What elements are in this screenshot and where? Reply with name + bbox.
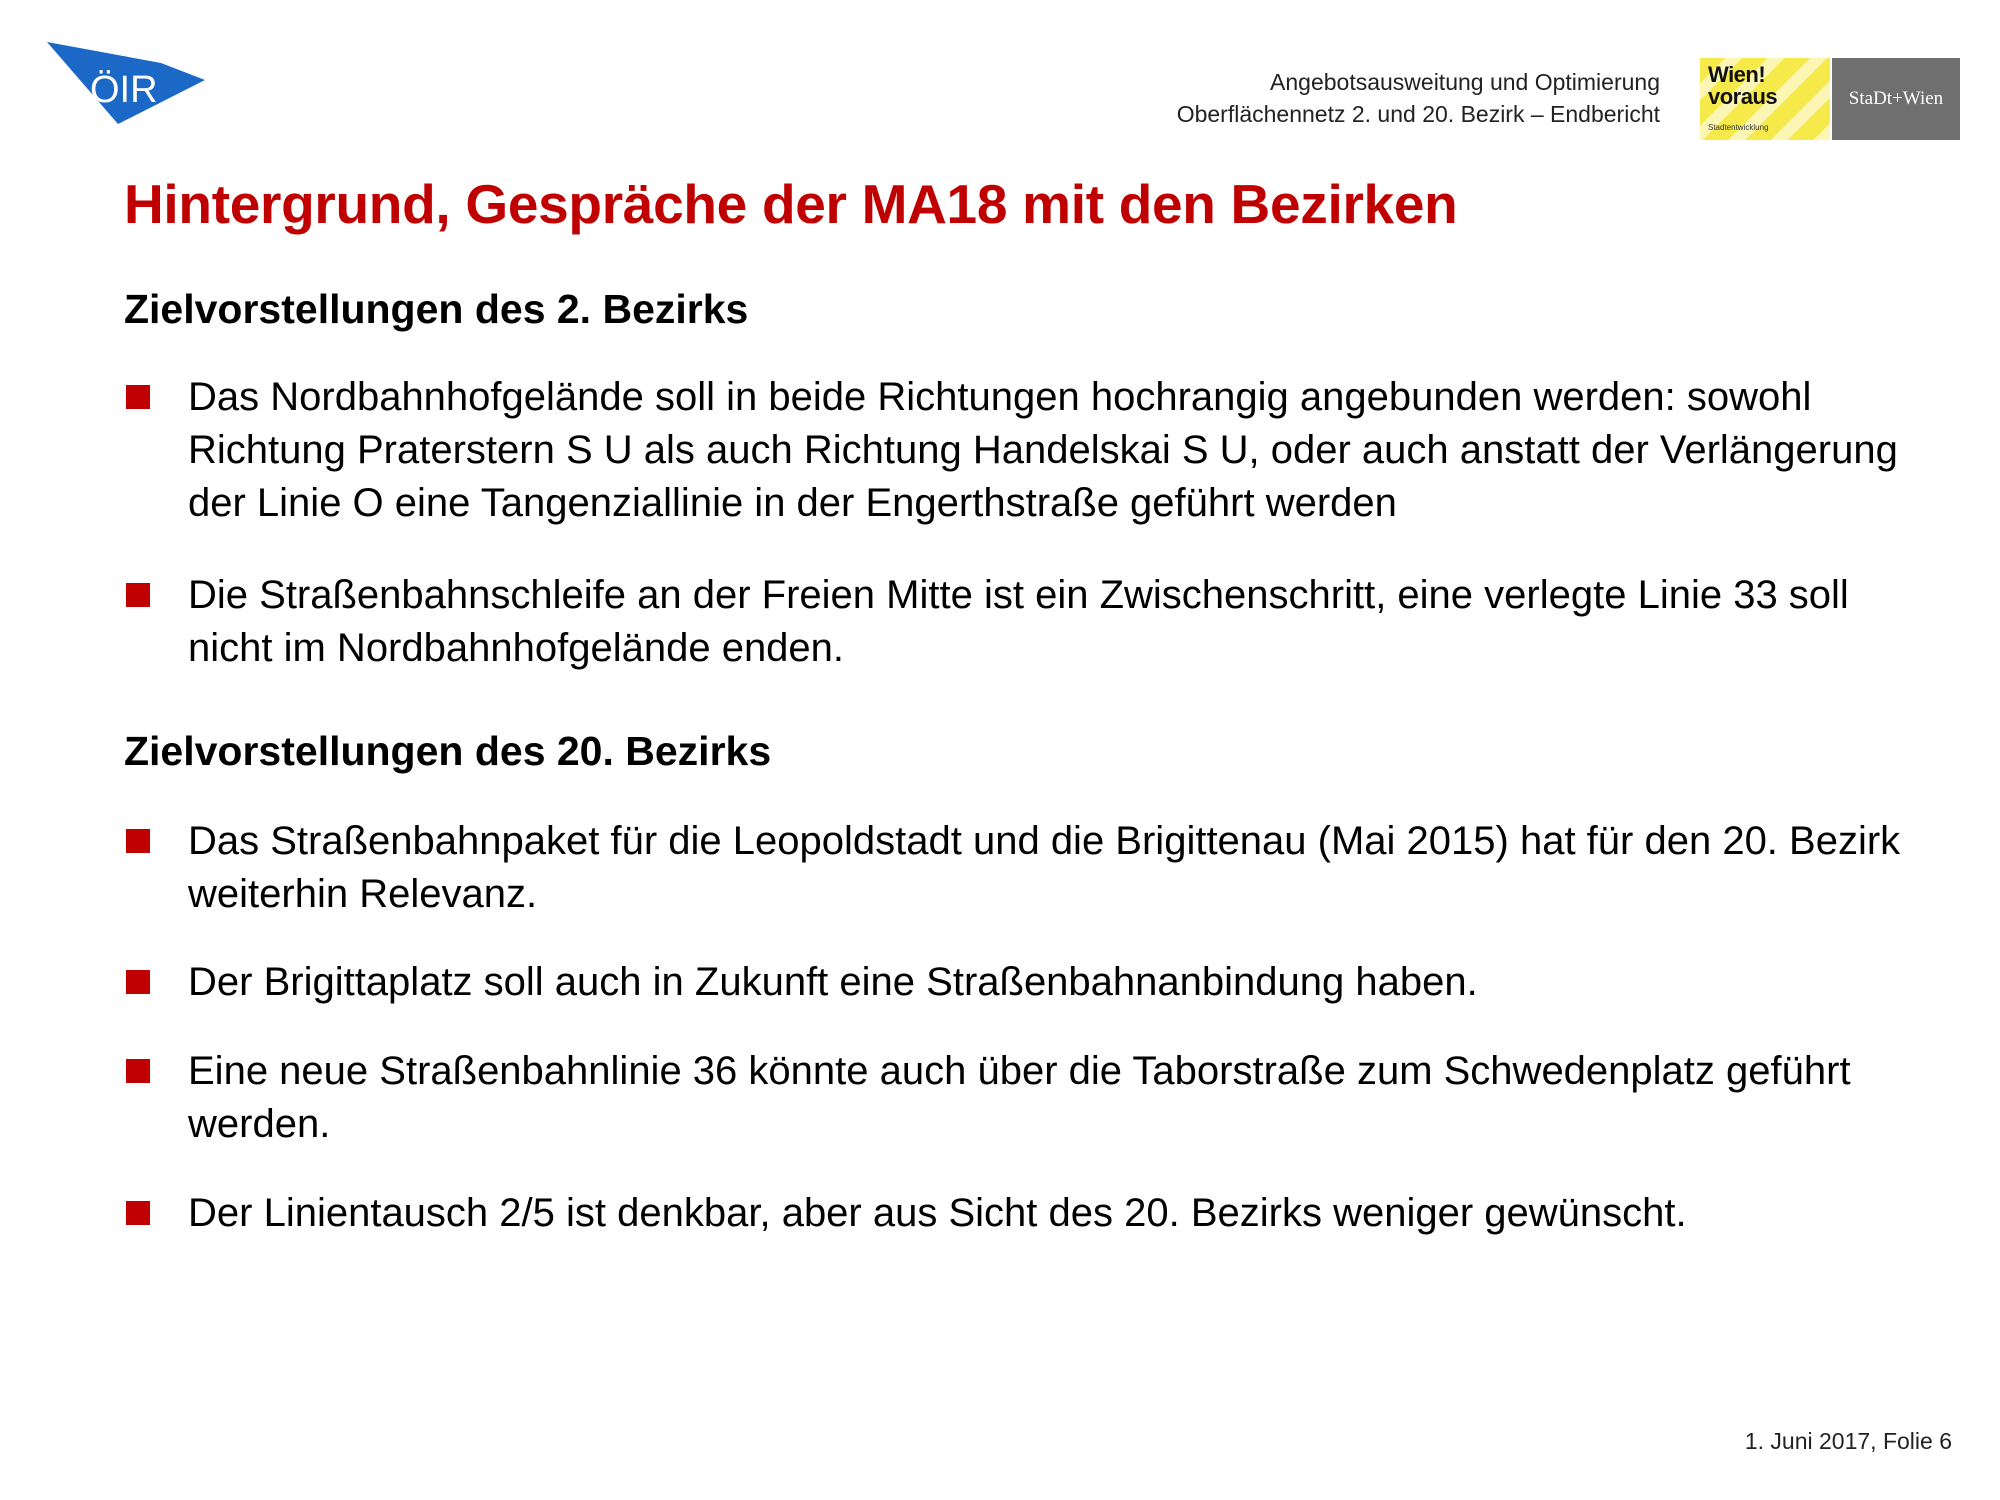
bullet-text: Das Straßenbahnpaket für die Leopoldstadt und die Brigittenau (Mai 2015) hat für den 20. Bezirk weiterhin Relevanz.: [188, 819, 1901, 916]
header-line-2: Oberflächennetz 2. und 20. Bezirk – Endbericht: [1176, 101, 1660, 127]
bullet-square-icon: [126, 829, 150, 853]
oir-logo-text: ÖIR: [90, 69, 158, 111]
bullet-text: Der Linientausch 2/5 ist denkbar, aber aus Sicht des 20. Bezirks weniger gewünscht.: [188, 1191, 1687, 1235]
list-item: [126, 815, 1936, 921]
list-item: [126, 1045, 1936, 1151]
wien-voraus-line-1: Wien!: [1708, 62, 1766, 87]
list-item: [126, 569, 1936, 675]
stadt-wien-logo: [1832, 58, 1960, 140]
bullet-text: Die Straßenbahnschleife an der Freien Mitte ist ein Zwischenschritt, eine verlegte Linie 33 soll nicht im Nordbahnhofgelände enden.: [188, 573, 1849, 670]
bullet-text: Das Nordbahnhofgelände soll in beide Richtungen hochrangig angebunden werden: sowohl Richtung Praterstern S U als auch Richtung Handelskai S U, oder auch anstatt der Verlängerung der Linie O eine Tangenziallinie in der Engerthstraße geführt werden: [188, 375, 1898, 525]
wien-voraus-wordmark: [1708, 64, 1777, 108]
wien-voraus-line-2: voraus: [1708, 84, 1778, 109]
document-header: [1177, 66, 1660, 130]
bullet-text: Eine neue Straßenbahnlinie 36 könnte auch über die Taborstraße zum Schwedenplatz geführt werden.: [188, 1049, 1851, 1146]
bullet-text: Der Brigittaplatz soll auch in Zukunft eine Straßenbahnanbindung haben.: [188, 960, 1478, 1004]
oir-logo: [45, 40, 215, 125]
slide-title: Hintergrund, Gespräche der MA18 mit den Bezirken: [124, 173, 1458, 235]
wien-voraus-subtitle: Stadtentwicklung: [1708, 123, 1769, 132]
bullet-square-icon: [126, 970, 150, 994]
bullet-square-icon: [126, 385, 150, 409]
wien-voraus-logo: [1700, 58, 1830, 140]
list-item: [126, 956, 1936, 1009]
stadt-wien-wordmark: StaDt+Wien: [1848, 88, 1944, 109]
list-item: [126, 371, 1936, 530]
section-heading-district-2: Zielvorstellungen des 2. Bezirks: [124, 286, 749, 332]
header-line-1: Angebotsausweitung und Optimierung: [1270, 69, 1660, 95]
section-heading-district-20: Zielvorstellungen des 20. Bezirks: [124, 728, 772, 774]
slide-footer: 1. Juni 2017, Folie 6: [1744, 1428, 1952, 1454]
bullet-square-icon: [126, 1201, 150, 1225]
bullet-square-icon: [126, 583, 150, 607]
list-item: [126, 1187, 1936, 1240]
bullet-square-icon: [126, 1059, 150, 1083]
